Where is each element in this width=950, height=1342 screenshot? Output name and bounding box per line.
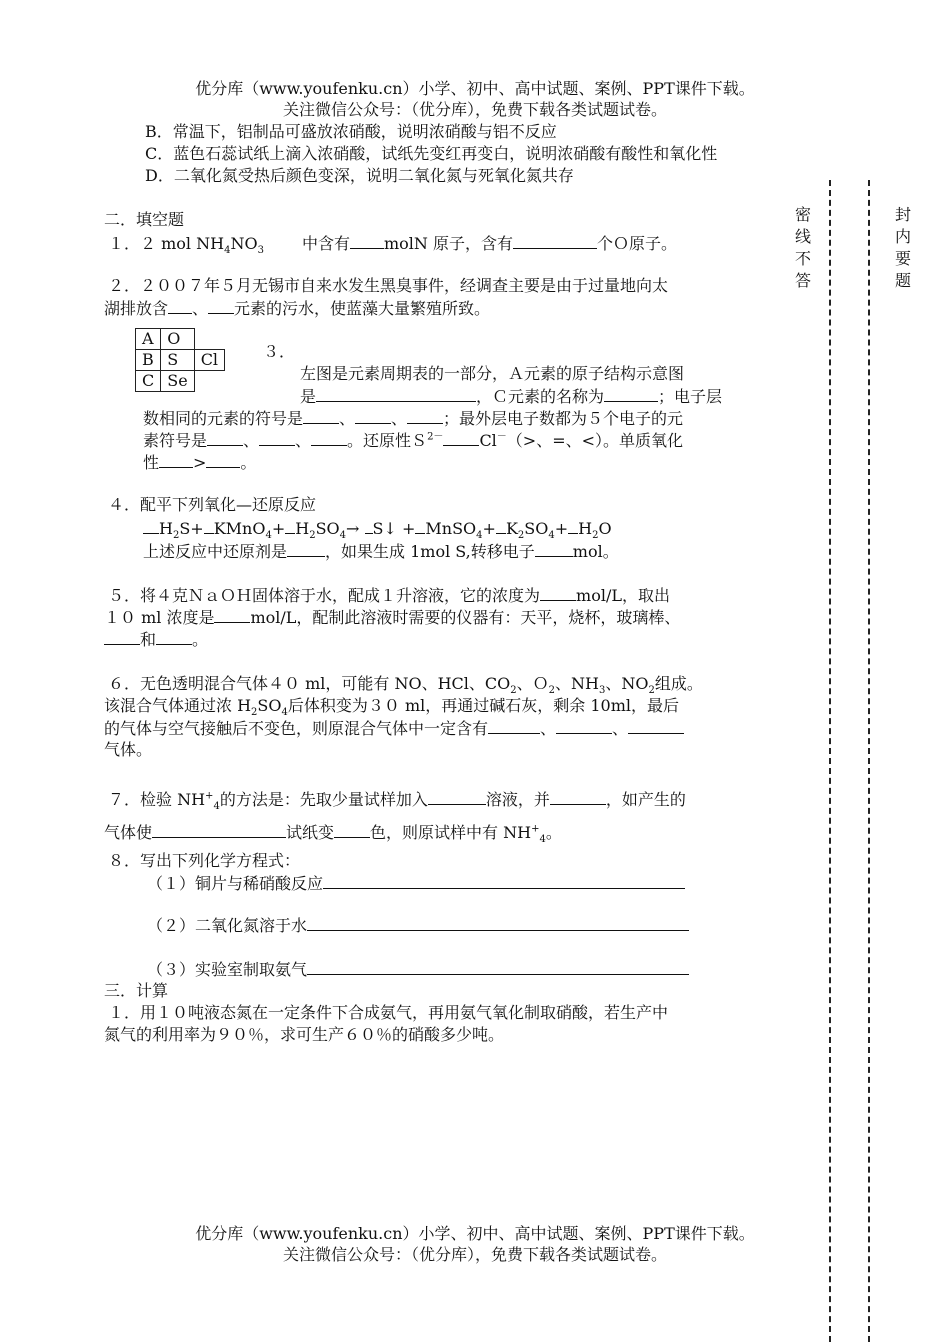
choice-d: D．二氧化氮受热后颜色变深，说明二氧化氮与死氧化氮共存 bbox=[145, 166, 574, 185]
q4-coef-5[interactable] bbox=[415, 517, 425, 534]
q3-blank-period-3[interactable] bbox=[407, 407, 443, 424]
q2-blank-2[interactable] bbox=[208, 297, 234, 314]
q4-coef-3[interactable] bbox=[285, 517, 295, 534]
q2-blank-1[interactable] bbox=[168, 297, 192, 314]
q4-equation: $H_2S+$ KMnO$_4$+ $H_2SO_4\to$ S↓ + MnSO$_4$+ $K_2SO_4+ H_2O$ bbox=[143, 517, 612, 540]
q8-item-1: （１）铜片与稀硝酸反应 bbox=[147, 872, 685, 895]
q7-blank-paper[interactable] bbox=[152, 821, 286, 838]
header-line-2: 关注微信公众号：（优分库），免费下载各类试题试卷。 bbox=[282, 100, 667, 119]
seal-text-left: 密线不答 bbox=[794, 205, 811, 290]
seal-line-right bbox=[868, 180, 870, 1342]
q8-item-3: （３）实验室制取氨气 bbox=[147, 958, 689, 981]
q3-line-2: 是 ，Ｃ元素的名称为 ；电子层 bbox=[300, 387, 723, 406]
q7-blank-color[interactable] bbox=[334, 821, 370, 838]
q6-line-1: ６．无色透明混合气体４０ ml，可能有 NO、HCl、$CO_2$、Ｏ$_2$、$NH_3$、$NO_2$组成。 bbox=[108, 674, 703, 697]
table-row bbox=[136, 371, 225, 392]
q3-blank-compare[interactable] bbox=[443, 429, 479, 446]
q6-line-4: 气体。 bbox=[104, 740, 153, 759]
q7-line-1: ７．检验 $NH^+_4$的方法是：先取少量试样加入 溶液，并 ，如产生的 bbox=[108, 790, 686, 813]
q3-blank-oxid-1[interactable] bbox=[159, 451, 193, 468]
table-cell bbox=[194, 329, 224, 350]
table-cell: B bbox=[136, 350, 161, 371]
q4-coef-1[interactable] bbox=[143, 517, 159, 534]
q3-line-1: 左图是元素周期表的一部分，Ａ元素的原子结构示意图 bbox=[300, 364, 685, 383]
section-2-title: 二．填空题 bbox=[104, 210, 185, 229]
q3-blank-period-2[interactable] bbox=[355, 407, 391, 424]
q4-blank-electrons[interactable] bbox=[535, 540, 573, 557]
calc-line-2: 氮气的利用率为９０％，求可生产６０％的硝酸多少吨。 bbox=[104, 1025, 505, 1044]
q5-blank-4[interactable] bbox=[156, 628, 192, 645]
q5-blank-2[interactable] bbox=[214, 606, 250, 623]
q8-blank-1[interactable] bbox=[323, 872, 685, 889]
seal-text-right: 封内要题 bbox=[894, 205, 911, 290]
q7-line-2: 气体使 试纸变 色，则原试样中有 $NH^+_4$。 bbox=[104, 823, 562, 846]
q6-blank-1[interactable] bbox=[488, 717, 540, 734]
q6-line-2: 该混合气体通过浓 $H_2SO_4$后体积变为３０ ml，再通过碱石灰，剩余 10ml，最后 bbox=[104, 696, 679, 719]
q1-blank-1[interactable] bbox=[350, 232, 384, 249]
q8-blank-3[interactable] bbox=[307, 958, 689, 975]
q1: １．２ mol $NH_4NO_3$ 中含有 molN 原子，含有 个Ｏ原子。 bbox=[108, 234, 677, 257]
q3-blank-structure[interactable] bbox=[316, 385, 476, 402]
footer-line-2: 关注微信公众号：（优分库），免费下载各类试题试卷。 bbox=[282, 1245, 667, 1264]
q4-line-3: 上述反应中还原剂是 ，如果生成 1mol S,转移电子 mol。 bbox=[143, 542, 619, 561]
footer-line-1: 优分库（www.youfenku.cn）小学、初中、高中试题、案例、PPT课件下载。 bbox=[195, 1224, 755, 1243]
table-cell: Cl bbox=[194, 350, 224, 371]
q3-line-4: 素符号是 、 、 。还原性Ｓ$^{2-}$ Cl－（>、=、<）。单质氧化 bbox=[143, 431, 684, 450]
q3-blank-period-1[interactable] bbox=[303, 407, 339, 424]
q2-line-1: ２．２００７年５月无锡市自来水发生黑臭事件，经调查主要是由于过量地向太 bbox=[108, 276, 669, 295]
q3-blank-group-2[interactable] bbox=[259, 429, 295, 446]
q3-blank-group-3[interactable] bbox=[311, 429, 347, 446]
table-row bbox=[136, 350, 225, 371]
q7-blank-reagent[interactable] bbox=[428, 788, 486, 805]
q3-line-3: 数相同的元素的符号是 、 、 ；最外层电子数都为５个电子的元 bbox=[143, 409, 684, 428]
section-3-title: 三．计算 bbox=[104, 981, 169, 1000]
q8-blank-2[interactable] bbox=[307, 914, 689, 931]
q8-item-2: （２）二氧化氮溶于水 bbox=[147, 914, 689, 937]
q4-coef-7[interactable] bbox=[568, 517, 578, 534]
table-cell bbox=[194, 371, 224, 392]
choice-b: B．常温下，铝制品可盛放浓硝酸，说明浓硝酸与铝不反应 bbox=[145, 122, 557, 141]
q3-blank-oxid-2[interactable] bbox=[206, 451, 240, 468]
q5-line-2: １０ ml 浓度是 mol/L，配制此溶液时需要的仪器有：天平，烧杯，玻璃棒、 bbox=[104, 608, 681, 627]
q6-blank-2[interactable] bbox=[556, 717, 612, 734]
q4-coef-2[interactable] bbox=[204, 517, 214, 534]
q4-blank-reductant[interactable] bbox=[287, 540, 325, 557]
q5-blank-1[interactable] bbox=[540, 584, 576, 601]
q3-number: ３． bbox=[263, 342, 296, 361]
header-line-1: 优分库（www.youfenku.cn）小学、初中、高中试题、案例、PPT课件下载。 bbox=[195, 79, 755, 98]
q6-line-3: 的气体与空气接触后不变色，则原混合气体中一定含有 、 、 bbox=[104, 717, 684, 740]
choice-c: C．蓝色石蕊试纸上滴入浓硝酸，试纸先变红再变白，说明浓硝酸有酸性和氧化性 bbox=[145, 144, 718, 163]
table-cell: Se bbox=[161, 371, 194, 392]
q1-blank-2[interactable] bbox=[513, 232, 597, 249]
q3-blank-group-1[interactable] bbox=[207, 429, 243, 446]
q4-title: ４．配平下列氧化—还原反应 bbox=[108, 495, 317, 514]
calc-line-1: １．用１０吨液态氮在一定条件下合成氨气，再用氨气氧化制取硝酸，若生产中 bbox=[108, 1003, 669, 1022]
table-cell: S bbox=[161, 350, 194, 371]
table-cell: A bbox=[136, 329, 161, 350]
q3-line-5: 性 > 。 bbox=[143, 453, 257, 472]
q5-line-3: 和 。 bbox=[104, 628, 208, 651]
q7-blank-action[interactable] bbox=[550, 788, 606, 805]
q3-blank-c-name[interactable] bbox=[604, 385, 658, 402]
q2-line-2: 湖排放含 、 元素的污水，使蓝藻大量繁殖所致。 bbox=[104, 299, 491, 318]
q4-coef-4[interactable] bbox=[365, 517, 373, 534]
q5-blank-3[interactable] bbox=[104, 628, 140, 645]
q5-line-1: ５．将４克ＮａＯＨ固体溶于水，配成１升溶液，它的浓度为 mol/L，取出 bbox=[108, 586, 670, 605]
q4-coef-6[interactable] bbox=[496, 517, 506, 534]
table-cell: O bbox=[161, 329, 194, 350]
table-row bbox=[136, 329, 225, 350]
seal-line-left bbox=[829, 180, 831, 1342]
q6-blank-3[interactable] bbox=[628, 717, 684, 734]
table-cell: C bbox=[136, 371, 161, 392]
q8-title: ８．写出下列化学方程式： bbox=[108, 851, 301, 870]
periodic-table-fragment bbox=[135, 328, 225, 392]
